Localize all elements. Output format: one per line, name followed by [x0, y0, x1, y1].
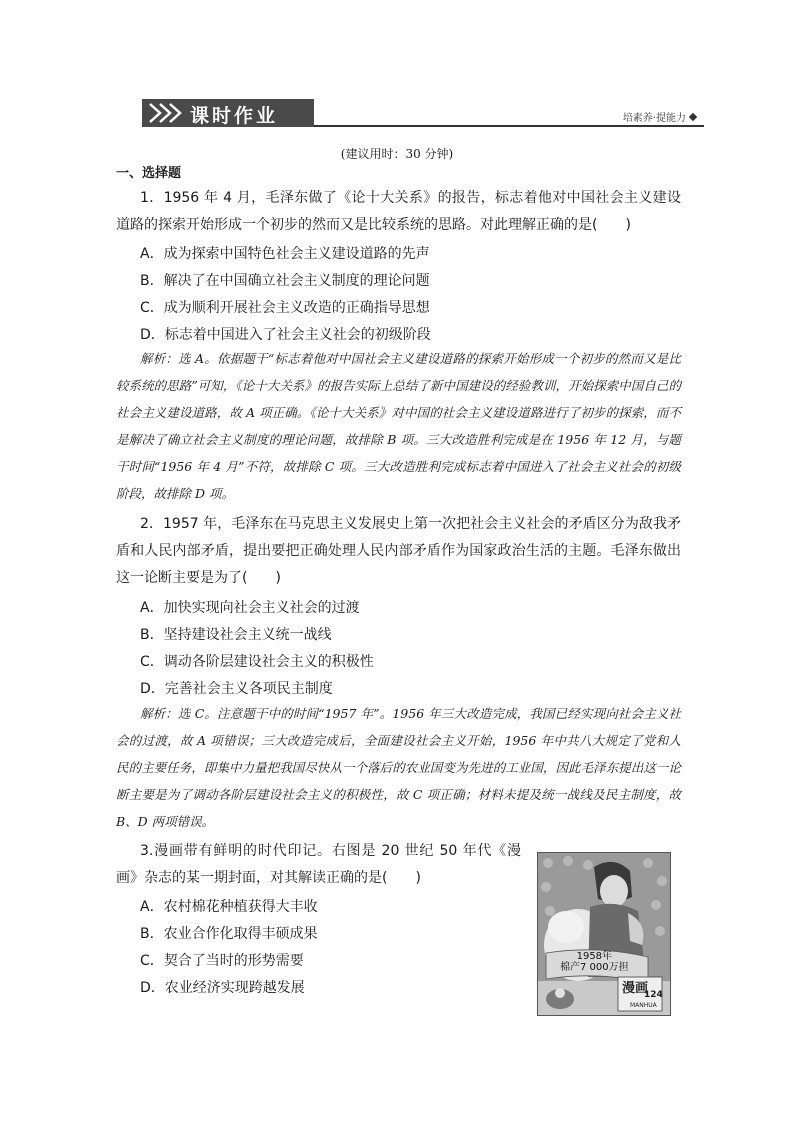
- question-2-stem: 2．1957 年，毛泽东在马克思主义发展史上第一次把社会主义社会的矛盾区分为敌我矛盾和人民内部矛盾，提出要把正确处理人民内部矛盾作为国家政治生活的主题。毛泽东做出这一论断主要是为了( ): [116, 516, 681, 586]
- cover-caption: [560, 951, 629, 973]
- question-2-analysis: 解析：选 C。注意题干中的时间“1957 年”。1956 年三大改造完成，我国已经实现向社会主义社会的过渡，故 A 项错误；三大改造完成后，全面建设社会主义开始，1956 年中共八大规定了党和人民的主要任务，即集中力量把我国尽快从一个落后的农业国变为先进的工业国，因此毛泽东提出这一论断主要是为了调动各阶层建设社会主义的积极性，故 C 项正确；材料未提及统一战线及民主制度，故 B、D 两项错误。: [116, 706, 681, 829]
- cover-issue-number: 124: [644, 990, 663, 1000]
- diamond-icon: [689, 113, 697, 121]
- question-2-option-c[interactable]: C．调动各阶层建设社会主义的积极性: [140, 654, 374, 670]
- magazine-cover-image: [537, 852, 671, 1016]
- cover-pinyin: MANHUA: [630, 1002, 657, 1009]
- chevron-arrows-icon: [148, 102, 188, 124]
- question-2-option-b[interactable]: B．坚持建设社会主义统一战线: [140, 627, 332, 643]
- question-3-option-b[interactable]: B．农业合作化取得丰硕成果: [140, 926, 318, 942]
- header-tag-text: 培素养·提能力: [622, 113, 686, 124]
- cover-magazine-title: 漫画: [622, 981, 649, 996]
- cover-caption-output: 棉产7 000万担: [560, 962, 629, 973]
- question-1-option-a[interactable]: A．成为探索中国特色社会主义建设道路的先声: [140, 246, 430, 262]
- question-1-option-b[interactable]: B．解决了在中国确立社会主义制度的理论问题: [140, 273, 430, 289]
- question-3-stem: 3.漫画带有鲜明的时代印记。右图是 20 世纪 50 年代《漫画》杂志的某一期封面，对其解读正确的是( ): [116, 843, 521, 886]
- header-banner: [142, 99, 704, 127]
- timing-note: (建议用时：30 分钟): [340, 147, 454, 161]
- question-2-option-a[interactable]: A．加快实现向社会主义社会的过渡: [140, 600, 360, 616]
- header-right-tag: [623, 109, 696, 124]
- question-1-option-d[interactable]: D．标志着中国进入了社会主义社会的初级阶段: [140, 327, 431, 343]
- header-title: 课时作业: [190, 105, 279, 127]
- cover-caption-year: 1958年: [576, 951, 613, 962]
- question-3-option-c[interactable]: C．契合了当时的形势需要: [140, 953, 304, 969]
- question-3-option-d[interactable]: D．农业经济实现跨越发展: [140, 980, 305, 996]
- question-1-option-c[interactable]: C．成为顺利开展社会主义改造的正确指导思想: [140, 300, 430, 316]
- section-title: 一、选择题: [116, 166, 182, 181]
- question-3-option-a[interactable]: A．农村棉花种植获得大丰收: [140, 899, 318, 915]
- header-tab: [142, 99, 314, 127]
- question-2-option-d[interactable]: D．完善社会主义各项民主制度: [140, 681, 333, 697]
- question-1-analysis: 解析：选 A。依据题干“标志着他对中国社会主义建设道路的探索开始形成一个初步的然而又是比较系统的思路”可知，《论十大关系》的报告实际上总结了新中国建设的经验教训，开始探索中国自己的社会主义建设道路，故 A 项正确。《论十大关系》对中国的社会主义建设道路进行了初步的探索，而不是解决了确立社会主义制度的理论问题，故排除 B 项。三大改造胜利完成是在 1956 年 12 月，与题干时间“1956 年 4 月”不符，故排除 C 项。三大改造胜利完成标志着中国进入了社会主义社会的初级阶段，故排除 D 项。: [116, 351, 681, 501]
- question-1-stem: 1．1956 年 4 月，毛泽东做了《论十大关系》的报告，标志着他对中国社会主义建设道路的探索开始形成一个初步的然而又是比较系统的思路。对此理解正确的是( ): [116, 190, 681, 233]
